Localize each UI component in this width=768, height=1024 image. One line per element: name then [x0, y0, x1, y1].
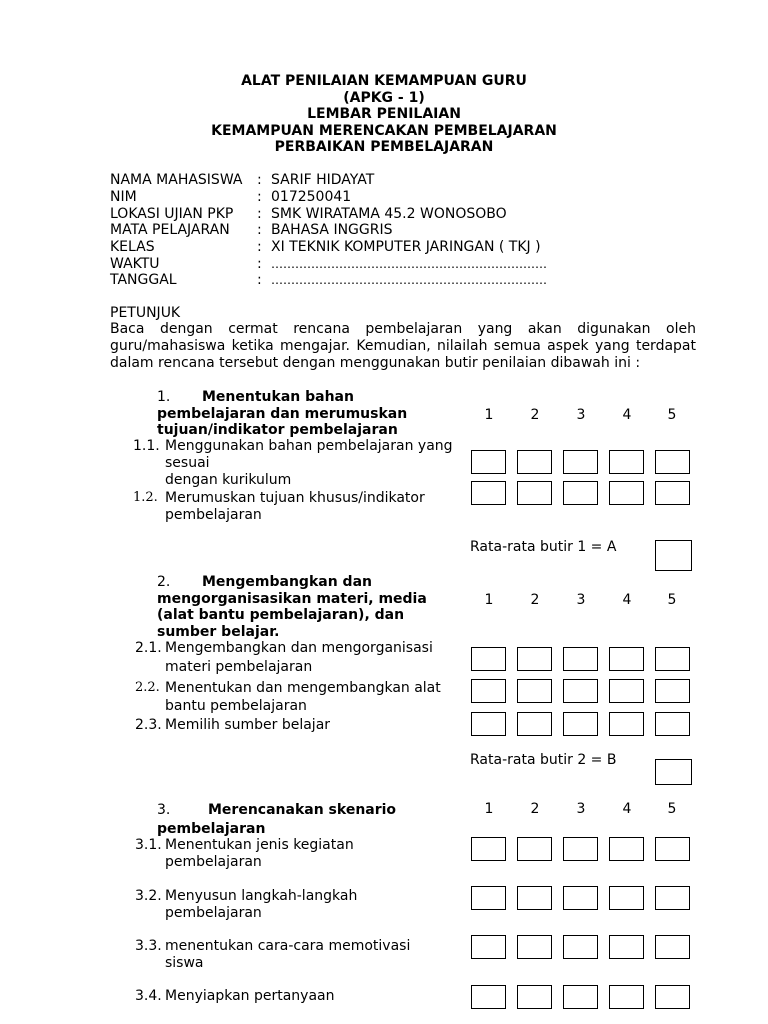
rating-box-2[interactable]	[517, 647, 552, 671]
scale-label: 2	[530, 801, 540, 817]
rating-box-4[interactable]	[609, 935, 644, 959]
identity-value: XI TEKNIK KOMPUTER JARINGAN ( TKJ )	[271, 239, 541, 255]
scale-label: 1	[484, 592, 494, 608]
item-number: 3.1.	[135, 837, 162, 853]
rating-box-1[interactable]	[471, 712, 506, 736]
item-text: bantu pembelajaran	[165, 698, 307, 714]
rating-box-4[interactable]	[609, 450, 644, 474]
scale-label: 4	[622, 801, 632, 817]
item-number: 2.1.	[135, 640, 162, 656]
average-label: Rata-rata butir 2 = B	[470, 752, 617, 768]
title-line-1: ALAT PENILAIAN KEMAMPUAN GURU	[241, 73, 527, 89]
rating-box-1[interactable]	[471, 450, 506, 474]
rating-box-4[interactable]	[609, 679, 644, 703]
section-number: 3.	[157, 802, 171, 818]
instructions-line: Baca dengan cermat rencana pembelajaran yang akan digunakan oleh	[110, 321, 696, 337]
rating-box-4[interactable]	[609, 712, 644, 736]
identity-label: LOKASI UJIAN PKP	[110, 206, 234, 222]
item-number: 3.3.	[135, 938, 162, 954]
rating-box-4[interactable]	[609, 837, 644, 861]
scale-label: 4	[622, 407, 632, 423]
section-number: 1.	[157, 389, 171, 405]
scale-label: 3	[576, 801, 586, 817]
item-text: dengan kurikulum	[165, 472, 292, 488]
scale-label: 1	[484, 407, 494, 423]
scale-label: 5	[667, 592, 677, 608]
item-text: Menentukan jenis kegiatan	[165, 837, 354, 853]
item-text: Merumuskan tujuan khusus/indikator	[165, 490, 425, 506]
section-title-line: mengorganisasikan materi, media	[157, 591, 427, 607]
rating-box-1[interactable]	[471, 837, 506, 861]
item-text: Mengembangkan dan mengorganisasi	[165, 640, 433, 656]
rating-box-2[interactable]	[517, 985, 552, 1009]
item-text: Menentukan dan mengembangkan alat	[165, 680, 441, 696]
rating-box-1[interactable]	[471, 935, 506, 959]
rating-box-3[interactable]	[563, 935, 598, 959]
identity-label: MATA PELAJARAN	[110, 222, 230, 238]
rating-box-3[interactable]	[563, 679, 598, 703]
section-title-line: Menentukan bahan	[202, 389, 354, 405]
item-text: sesuai	[165, 455, 210, 471]
identity-value: SMK WIRATAMA 45.2 WONOSOBO	[271, 206, 507, 222]
title-line-4: KEMAMPUAN MERENCAKAN PEMBELAJARAN	[211, 123, 557, 139]
item-text: menentukan cara-cara memotivasi	[165, 938, 411, 954]
rating-box-2[interactable]	[517, 886, 552, 910]
identity-value-blank: ……………………………………………………………	[271, 273, 547, 287]
rating-box-2[interactable]	[517, 481, 552, 505]
item-text: pembelajaran	[165, 507, 262, 523]
rating-box-1[interactable]	[471, 679, 506, 703]
rating-box-3[interactable]	[563, 647, 598, 671]
item-text: Menggunakan bahan pembelajaran yang	[165, 438, 453, 454]
instructions-line: dalam rencana tersebut dengan menggunakan butir penilaian dibawah ini :	[110, 355, 641, 371]
scale-label: 1	[484, 801, 494, 817]
item-text: materi pembelajaran	[165, 659, 313, 675]
rating-box-5[interactable]	[655, 985, 690, 1009]
section-number: 2.	[157, 574, 171, 590]
identity-label: NIM	[110, 189, 137, 205]
instructions-line: guru/mahasiswa ketika mengajar. Kemudian, nilailah semua aspek yang terdapat	[110, 338, 696, 354]
identity-value: BAHASA INGGRIS	[271, 222, 393, 238]
item-number: 2.3.	[135, 717, 162, 733]
rating-box-5[interactable]	[655, 450, 690, 474]
rating-box-2[interactable]	[517, 712, 552, 736]
scale-label: 4	[622, 592, 632, 608]
identity-label: NAMA MAHASISWA	[110, 172, 243, 188]
item-text: siswa	[165, 955, 204, 971]
rating-box-5[interactable]	[655, 481, 690, 505]
item-text: pembelajaran	[165, 854, 262, 870]
identity-separator: :	[257, 272, 262, 288]
section-title-line: (alat bantu pembelajaran), dan	[157, 607, 405, 623]
rating-box-5[interactable]	[655, 679, 690, 703]
rating-box-1[interactable]	[471, 481, 506, 505]
title-line-3: LEMBAR PENILAIAN	[307, 106, 461, 122]
rating-box-2[interactable]	[517, 450, 552, 474]
item-number: 3.2.	[135, 888, 162, 904]
rating-box-4[interactable]	[609, 886, 644, 910]
item-text: Memilih sumber belajar	[165, 717, 331, 733]
title-line-5: PERBAIKAN PEMBELAJARAN	[274, 139, 494, 155]
item-number: 1.1.	[133, 438, 160, 454]
rating-box-3[interactable]	[563, 712, 598, 736]
section-title-line: pembelajaran	[157, 821, 266, 837]
rating-box-3[interactable]	[563, 481, 598, 505]
rating-box-2[interactable]	[517, 679, 552, 703]
item-number: 2.2.	[135, 680, 160, 695]
scale-label: 3	[576, 407, 586, 423]
rating-box-5[interactable]	[655, 886, 690, 910]
rating-box-2[interactable]	[517, 837, 552, 861]
section-title-line: sumber belajar.	[157, 624, 280, 640]
identity-separator: :	[257, 172, 262, 188]
identity-separator: :	[257, 256, 262, 272]
section-title-line: Mengembangkan dan	[202, 574, 372, 590]
identity-separator: :	[257, 222, 262, 238]
item-number: 3.4.	[135, 988, 162, 1004]
identity-value: SARIF HIDAYAT	[271, 172, 375, 188]
rating-box-5[interactable]	[655, 712, 690, 736]
item-text: Menyiapkan pertanyaan	[165, 988, 335, 1004]
scale-label: 2	[530, 592, 540, 608]
item-text: pembelajaran	[165, 905, 262, 921]
scale-label: 2	[530, 407, 540, 423]
section-title-line: tujuan/indikator pembelajaran	[157, 422, 398, 438]
item-text: Menyusun langkah-langkah	[165, 888, 358, 904]
scale-label: 3	[576, 592, 586, 608]
rating-box-3[interactable]	[563, 837, 598, 861]
rating-box-1[interactable]	[471, 886, 506, 910]
identity-label: KELAS	[110, 239, 155, 255]
rating-box-1[interactable]	[471, 647, 506, 671]
rating-box-3[interactable]	[563, 450, 598, 474]
identity-separator: :	[257, 206, 262, 222]
rating-box-5[interactable]	[655, 647, 690, 671]
rating-box-4[interactable]	[609, 647, 644, 671]
identity-label: WAKTU	[110, 256, 160, 272]
scale-label: 5	[667, 801, 677, 817]
rating-box-1[interactable]	[471, 985, 506, 1009]
identity-value-blank: ……………………………………………………………	[271, 257, 547, 271]
instructions-heading: PETUNJUK	[110, 305, 181, 321]
rating-box-3[interactable]	[563, 886, 598, 910]
identity-separator: :	[257, 239, 262, 255]
average-label: Rata-rata butir 1 = A	[470, 539, 617, 555]
average-box[interactable]	[655, 759, 692, 785]
rating-box-2[interactable]	[517, 935, 552, 959]
item-number: 1.2.	[133, 490, 158, 505]
rating-box-4[interactable]	[609, 985, 644, 1009]
rating-box-3[interactable]	[563, 985, 598, 1009]
section-title-line: pembelajaran dan merumuskan	[157, 406, 408, 422]
scale-label: 5	[667, 407, 677, 423]
section-title-line: Merencanakan skenario	[208, 802, 397, 818]
identity-value: 017250041	[271, 189, 352, 205]
title-line-2: (APKG - 1)	[343, 90, 425, 106]
rating-box-5[interactable]	[655, 935, 690, 959]
rating-box-4[interactable]	[609, 481, 644, 505]
identity-label: TANGGAL	[110, 272, 177, 288]
rating-box-5[interactable]	[655, 837, 690, 861]
average-box[interactable]	[655, 540, 692, 571]
identity-separator: :	[257, 189, 262, 205]
